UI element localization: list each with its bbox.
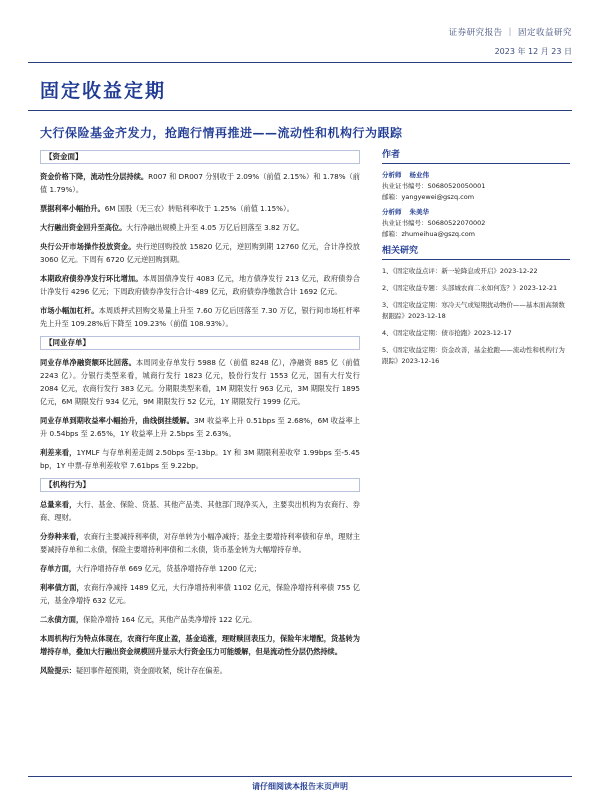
paragraph [40, 202, 360, 215]
report-headline: 大行保险基金齐发力，抢跑行情再推进——流动性和机构行为跟踪 [40, 126, 403, 140]
paragraph-text: 保险净增持 164 亿元，其他产品类净增持 122 亿元。 [83, 615, 257, 624]
risk-text: 疑回事件超预期，资金面收紧，统计存在偏差。 [75, 666, 227, 675]
paragraph [40, 446, 360, 472]
related-item[interactable]: 5、《固定收益定期：资金改善，基金抢跑——流动性和机构行为跟踪》2023-12-16 [382, 346, 565, 365]
paragraph-text: 本周质押式回购交易量上升至 7.60 万亿后回落至 7.30 万亿，银行间市场杠杆率先上升至 109.28%后下降至 109.23%（前值 108.93%）。 [40, 306, 360, 328]
report-date: 2023 年 12 月 23 日 [494, 47, 572, 56]
paragraph [40, 632, 360, 658]
paragraph-lead: 本期政府债券净发行环比增加。 [40, 274, 143, 283]
paragraph [40, 562, 360, 575]
paragraph-lead: 票据利率小幅抬升。 [40, 204, 105, 213]
paragraph-lead: 市场小幅加杠杆。 [40, 306, 99, 315]
report-category: 证券研究报告 ｜ 固定收益研究 [448, 28, 572, 38]
paragraph-lead: 同业存单净融资额环比回落。 [40, 358, 137, 367]
paragraph [40, 170, 360, 196]
footer-disclaimer: 请仔细阅读本报告末页声明 [28, 776, 572, 792]
sidebar-column [382, 150, 570, 373]
analyst-role: 分析师 [382, 171, 402, 179]
page-title: 固定收益定期 [40, 80, 167, 102]
paragraph [40, 530, 360, 556]
related-item[interactable]: 3、《固定收益定期：寒冷天气或短期扰动物价——基本面高频数据跟踪》2023-12-18 [382, 301, 565, 320]
risk-warning [40, 664, 360, 677]
title-divider [28, 110, 572, 111]
paragraph-text: 央行逆回购投放 15820 亿元，逆回购到期 12760 亿元，合计净投放 3060 亿元。下周有 6720 亿元逆回购到期。 [40, 242, 360, 264]
paragraph-text: 大行、基金、保险、货基、其他产品类、其他部门现净买入，主要卖出机构为农商行、券商、理财。 [40, 500, 360, 522]
paragraph-lead: 利率债方面， [40, 583, 84, 592]
paragraph-text: 大行净融出规模上升至 4.05 万亿后回落至 3.82 万亿。 [126, 223, 304, 232]
section-label: 【同业存单】 [40, 336, 360, 350]
paragraph-text: 1YMLF 与存单利差走阔 2.50bps 至-13bp。1Y 和 3M 期限利差收窄 1.99bps 至-5.45 bp，1Y 中票-存单利差收窄 7.61bps 至 9.22bp。 [40, 448, 360, 470]
paragraph [40, 304, 360, 330]
paragraph-lead: 利差来看， [40, 448, 77, 457]
section-label: 【机构行为】 [40, 478, 360, 492]
paragraph [40, 240, 360, 266]
header-divider [28, 62, 572, 63]
analyst-email[interactable]: 邮箱：yangyewei@gszq.com [382, 193, 475, 201]
main-column [40, 150, 360, 683]
paragraph-text: 农商行主要减持利率债，对存单转为小幅净减持；基金主要增持利率债和存单，理财主要减持存单和二永债，保险主要增持利率债和二永债，货币基金转为大幅增持存单。 [40, 532, 360, 554]
paragraph [40, 581, 360, 607]
analyst-cert: 执业证书编号：S0680522070002 [382, 219, 486, 227]
paragraph [40, 498, 360, 524]
paragraph [40, 356, 360, 408]
paragraph-lead: 分券种来看， [40, 532, 84, 541]
analyst-role: 分析师 [382, 208, 402, 216]
related-list [382, 266, 570, 367]
related-item[interactable]: 1、《固定收益点评：新一轮降息或开启》2023-12-22 [382, 267, 538, 275]
analyst-list [382, 170, 570, 240]
risk-label: 风险提示： [40, 666, 76, 675]
paragraph-text: 本周国债净发行 4083 亿元，地方债净发行 213 亿元，政府债券合计净发行 4296 亿元；下周政府债券净发行合计-489 亿元，政府债券净缴款合计 1692 亿元。 [40, 274, 360, 296]
analyst-card [382, 207, 570, 240]
paragraph-text: 农商行净减持 1489 亿元，大行净增持利率债 1102 亿元，保险净增持利率债 755 亿元，基金净增持 632 亿元。 [40, 583, 360, 605]
paragraph [40, 414, 360, 440]
analyst-name: 杨业伟 [409, 171, 429, 179]
author-header: 作者 [382, 150, 570, 164]
related-item[interactable]: 4、《固定收益定期：债市抢跑》2023-12-17 [382, 329, 512, 337]
paragraph-lead: 央行公开市场操作投放资金。 [40, 242, 136, 251]
paragraph-text: 6M 国股（无三农）转贴利率收于 1.25%（前值 1.15%）。 [104, 204, 294, 213]
analyst-cert: 执业证书编号：S0680520050001 [382, 182, 486, 190]
paragraph-lead: 本周机构行为特点体现在，农商行年度止盈，基金追涨，理财赎回表压力，保险年末增配，货基转为增持存单，叠加大行融出资金规模回升显示大行资金压力可能缓解，但是流动性分层仍然持续。 [40, 634, 360, 656]
paragraph [40, 613, 360, 626]
related-header: 相关研究 [382, 246, 570, 260]
paragraph-lead: 存单方面， [40, 564, 76, 573]
analyst-name: 朱美华 [409, 208, 429, 216]
paragraph [40, 221, 360, 234]
paragraph-text: 3M 收益率上升 0.51bps 至 2.68%，6M 收益率上升 0.54bps 至 2.65%，1Y 收益率上升 2.5bps 至 2.63%。 [40, 416, 360, 438]
paragraph-lead: 资金价格下降，流动性分层持续。 [40, 172, 149, 181]
section-label: 【资金面】 [40, 150, 360, 164]
related-item[interactable]: 2、《固定收益专题：头部城农商二永如何选？》2023-12-21 [382, 284, 558, 292]
paragraph-text: 本周同业存单发行 5988 亿（前值 8248 亿），净融资 885 亿（前值 2243 亿）。分银行类型来看，城商行发行 1823 亿元，股份行发行 1553 亿元，国有大行发行 2084 亿元，农商行发行 383 亿元。分期限类型来看，1M 期限发行 963 亿元，3M 期限发行 1895 亿元，6M 期限发行 934 亿元，9M 期限发行 52 亿元，1Y 期限发行 1999 亿元。 [40, 358, 360, 406]
analyst-card [382, 170, 570, 203]
paragraph-lead: 大行融出资金回升至高位。 [40, 223, 127, 232]
paragraph-lead: 总量来看， [40, 500, 77, 509]
paragraph-lead: 二永债方面， [40, 615, 84, 624]
analyst-email[interactable]: 邮箱：zhumeihua@gszq.com [382, 230, 476, 238]
paragraph-text: R007 和 DR007 分别收于 2.09%（前值 2.15%）和 1.78%（前值 1.79%）。 [40, 172, 360, 194]
paragraph [40, 272, 360, 298]
paragraph-lead: 同业存单到期收益率小幅抬升，曲线倒挂缓解。 [40, 416, 194, 425]
paragraph-text: 大行净增持存单 669 亿元，货基净增持存单 1200 亿元； [75, 564, 261, 573]
